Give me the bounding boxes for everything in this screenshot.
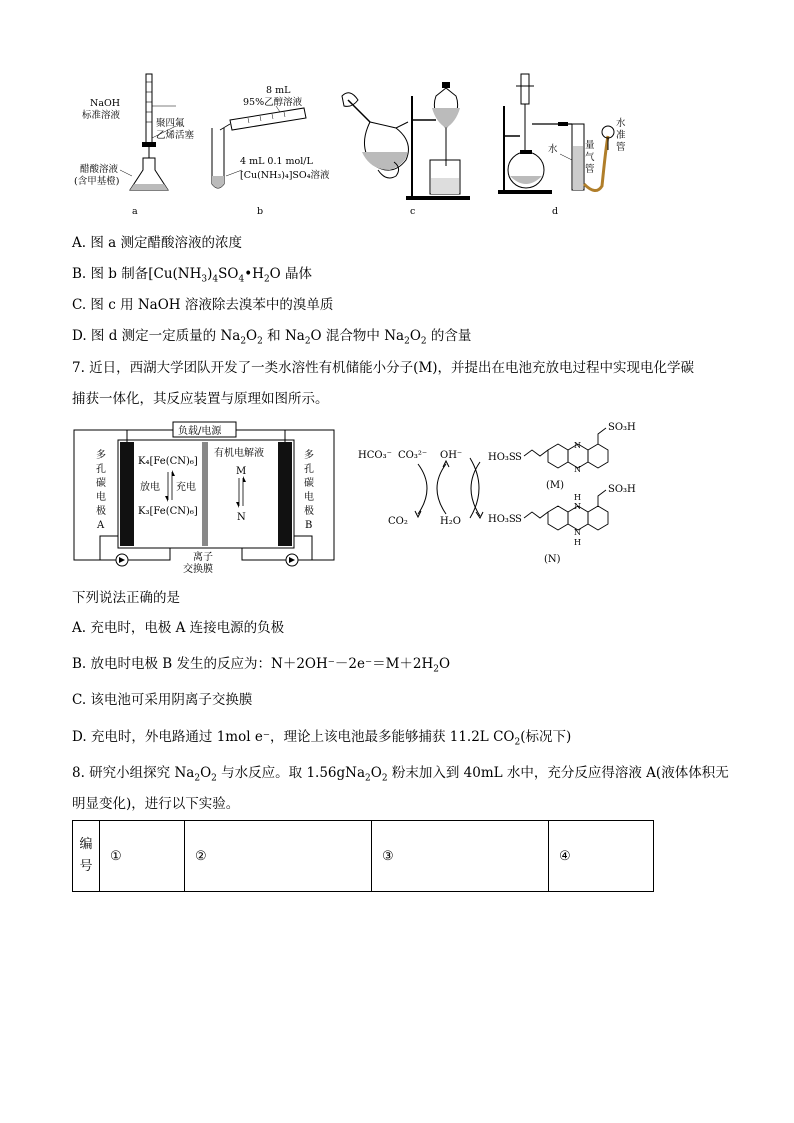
electrode-a-char-1: 多 bbox=[96, 450, 106, 461]
q8-stem-sub-4: 2 bbox=[381, 773, 388, 784]
scheme-co3-label: CO₃²⁻ bbox=[398, 450, 428, 461]
figure-b-pouring-setup bbox=[212, 85, 330, 217]
q8-stem-text-4: O bbox=[370, 765, 382, 781]
q7-option-a: A. 充电时，电极 A 连接电源的负极 bbox=[72, 620, 285, 636]
q6-option-d-text-1: D. 图 d 测定一定质量的 Na bbox=[72, 328, 241, 344]
q7-reaction-scheme bbox=[352, 418, 652, 578]
q6-option-d-sub-4: 2 bbox=[404, 336, 410, 347]
electrode-a-char-4: 电 bbox=[96, 492, 106, 503]
battery-electrolyte-label: 有机电解液 bbox=[214, 448, 264, 459]
q6-option-b-sub-3: 3 bbox=[201, 274, 208, 285]
q7-option-b bbox=[72, 654, 450, 680]
figure-d-level-label-3: 管 bbox=[616, 142, 626, 153]
q7-option-d-co: CO bbox=[493, 729, 515, 745]
figure-b-bottom-label-2: [Cu(NH₃)₄]SO₄溶液 bbox=[240, 170, 330, 181]
figure-b-top-label-1: 8 mL bbox=[266, 85, 291, 96]
scheme-so3h-top: SO₃H bbox=[608, 422, 636, 433]
figure-d-water-label: 水 bbox=[548, 144, 558, 155]
q6-option-b-text-1: B. 图 b 制备[Cu(NH bbox=[72, 266, 202, 282]
figure-d-gas-label-3: 管 bbox=[585, 164, 595, 175]
figure-a-naoh-label-1: NaOH bbox=[90, 98, 121, 109]
battery-discharge-label: 放电 bbox=[140, 482, 160, 493]
figure-d-gas-label-2: 气 bbox=[585, 152, 595, 163]
battery-k3-label: K₃[Fe(CN)₆] bbox=[138, 506, 198, 517]
figure-a-flask-label-2: (含甲基橙) bbox=[74, 176, 120, 187]
scheme-oh-label: OH⁻ bbox=[440, 450, 463, 461]
q7-option-d bbox=[72, 727, 571, 753]
electrode-a-char-2: 孔 bbox=[96, 464, 106, 475]
scheme-h-bottom-1: H bbox=[574, 493, 581, 502]
electrode-b-char-3: 碳 bbox=[304, 478, 314, 489]
figure-d-level-label-2: 准 bbox=[616, 130, 626, 141]
q6-option-d-text-4: O bbox=[310, 328, 322, 344]
figure-c-extraction-setup bbox=[342, 82, 470, 217]
q6-option-b-text-5: O 晶体 bbox=[269, 266, 313, 282]
q6-option-b bbox=[72, 264, 312, 290]
q6-option-b-sub-2: 2 bbox=[263, 274, 270, 285]
figure-a-valve-label-2: 乙烯活塞 bbox=[156, 130, 195, 141]
q8-experiment-table bbox=[72, 820, 654, 892]
table-col-1: ① bbox=[100, 821, 185, 892]
electrode-b-char-6: B bbox=[305, 520, 313, 531]
electrode-b-char-5: 极 bbox=[304, 506, 314, 517]
q8-stem-text-1: 8. 研究小组探究 Na bbox=[72, 765, 195, 781]
q8-stem-sub-2: 2 bbox=[211, 773, 217, 784]
electrode-b-char-1: 多 bbox=[304, 450, 314, 461]
q7-stem-line-2: 捕获一体化，其反应装置与原理如图所示。 bbox=[72, 391, 329, 407]
table-col-2: ② bbox=[185, 821, 372, 892]
scheme-s-bottom: S bbox=[515, 514, 522, 525]
scheme-s-top: S bbox=[515, 452, 522, 463]
q6-option-d-text-7: 的含量 bbox=[426, 328, 472, 344]
table-row bbox=[73, 821, 654, 892]
figure-a-naoh-label-2: 标准溶液 bbox=[82, 110, 121, 121]
electrode-a-char-5: 极 bbox=[96, 506, 106, 517]
electrode-a-block bbox=[120, 442, 134, 546]
q6-option-b-text-2: ) bbox=[207, 266, 213, 282]
table-header-char-2: 号 bbox=[79, 859, 93, 874]
q8-stem-text-3: 与水反应。取 1.56gNa bbox=[216, 765, 366, 781]
q7-option-d-end: (标况下) bbox=[520, 729, 572, 745]
figure-b-top-label-2: 95%乙醇溶液 bbox=[243, 97, 303, 108]
membrane-label-1: 离子 bbox=[193, 552, 213, 563]
figure-b-bottom-label-1: 4 mL 0.1 mol/L bbox=[240, 156, 313, 167]
figure-a-burette-setup bbox=[74, 74, 195, 217]
scheme-n-bottom-2: N bbox=[574, 528, 581, 537]
q6-option-b-text-3: SO bbox=[218, 266, 239, 282]
electrode-b-char-4: 电 bbox=[304, 492, 314, 503]
scheme-label-m: (M) bbox=[546, 480, 565, 491]
figure-d-level-label-1: 水 bbox=[616, 118, 626, 129]
battery-k4-label: K₄[Fe(CN)₆] bbox=[138, 456, 198, 467]
q6-option-c: C. 图 c 用 NaOH 溶液除去溴苯中的溴单质 bbox=[72, 297, 334, 313]
q8-stem-line-2: 明显变化)，进行以下实验。 bbox=[72, 796, 240, 812]
scheme-h2o-label: H₂O bbox=[440, 516, 461, 527]
scheme-ho3s-top: HO₃S bbox=[488, 452, 516, 463]
table-col-4: ④ bbox=[549, 821, 654, 892]
q6-option-b-sub-4b: 4 bbox=[238, 274, 245, 285]
q8-stem-line-1 bbox=[72, 763, 729, 789]
figure-b-caption: b bbox=[257, 206, 264, 217]
scheme-n-bottom-1: N bbox=[574, 502, 581, 511]
q6-option-d-sub-3: 2 bbox=[304, 336, 311, 347]
q6-option-d-text-5: 混合物中 Na bbox=[321, 328, 405, 344]
battery-n-label: N bbox=[237, 512, 246, 523]
scheme-so3h-bottom: SO₃H bbox=[608, 484, 636, 495]
q7-prompt: 下列说法正确的是 bbox=[72, 590, 180, 606]
scheme-n-top-2: N bbox=[574, 465, 581, 474]
electrode-b-char-2: 孔 bbox=[304, 464, 314, 475]
battery-charge-label: 充电 bbox=[176, 482, 196, 493]
figure-d-gas-measure-setup bbox=[498, 74, 626, 217]
table-col-3: ③ bbox=[372, 821, 549, 892]
q6-option-b-text-4: •H bbox=[244, 266, 264, 282]
figure-d-caption: d bbox=[552, 206, 559, 217]
q8-stem-text-5: 粉末加入到 40mL 水中，充分反应得溶液 A(液体体积无 bbox=[387, 765, 729, 781]
q7-option-c: C. 该电池可采用阴离子交换膜 bbox=[72, 692, 253, 708]
q8-stem-text-2: O bbox=[200, 765, 212, 781]
q6-option-d-text-3: 和 Na bbox=[262, 328, 305, 344]
scheme-label-n: (N) bbox=[544, 554, 561, 565]
scheme-h-bottom-2: H bbox=[574, 538, 581, 547]
q7-option-d-sub: 2 bbox=[514, 737, 521, 748]
battery-m-label: M bbox=[236, 466, 247, 477]
scheme-ho3s-bottom: HO₃S bbox=[488, 514, 516, 525]
figure-d-gas-label-1: 量 bbox=[585, 140, 595, 151]
scheme-co2-label: CO₂ bbox=[388, 516, 408, 527]
table-header-char-1: 编 bbox=[79, 837, 93, 852]
scheme-hco3-label: HCO₃⁻ bbox=[358, 450, 392, 461]
figure-c-caption: c bbox=[410, 206, 416, 217]
q7-option-b-equation: N＋2OH⁻－2e⁻＝M＋2H bbox=[271, 656, 434, 672]
q7-option-b-sub: 2 bbox=[433, 664, 440, 675]
q8-stem-sub-3: 2 bbox=[365, 773, 371, 784]
electrode-b-block bbox=[278, 442, 292, 546]
electrode-a-char-3: 碳 bbox=[96, 478, 106, 489]
figure-a-flask-label-1: 醋酸溶液 bbox=[80, 164, 119, 175]
battery-source-label: 负载/电源 bbox=[178, 426, 222, 437]
q7-option-d-text: D. 充电时，外电路通过 1mol e⁻，理论上该电池最多能够捕获 11.2L bbox=[72, 729, 494, 745]
q6-option-d bbox=[72, 326, 471, 352]
q7-stem-line-1: 7. 近日，西湖大学团队开发了一类水溶性有机储能小分子(M)，并提出在电池充放电过程中实现电化学碳 bbox=[72, 360, 695, 376]
figure-a-caption: a bbox=[132, 206, 138, 217]
q6-figures bbox=[74, 66, 640, 221]
q8-stem-sub-1: 2 bbox=[194, 773, 201, 784]
q6-option-d-text-2: O bbox=[246, 328, 258, 344]
membrane-label-2: 交换膜 bbox=[183, 564, 213, 575]
scheme-n-top-1: N bbox=[574, 441, 581, 450]
electrode-a-char-6: A bbox=[97, 520, 105, 531]
q6-option-a: A. 图 a 测定醋酸溶液的浓度 bbox=[72, 235, 242, 251]
q6-option-b-sub-4: 4 bbox=[212, 274, 219, 285]
figure-a-valve-label-1: 聚四氟 bbox=[156, 118, 185, 129]
q7-battery-diagram bbox=[70, 418, 340, 578]
q6-option-d-sub-1: 2 bbox=[240, 336, 247, 347]
q6-option-d-text-6: O bbox=[409, 328, 421, 344]
q7-option-b-text: B. 放电时电极 B 发生的反应为： bbox=[72, 656, 272, 672]
ion-exchange-membrane bbox=[202, 442, 208, 546]
q6-option-d-sub-5: 2 bbox=[420, 336, 427, 347]
table-header-cell bbox=[73, 821, 100, 892]
q6-option-d-sub-2: 2 bbox=[257, 336, 263, 347]
q7-option-b-end: O bbox=[439, 656, 451, 672]
